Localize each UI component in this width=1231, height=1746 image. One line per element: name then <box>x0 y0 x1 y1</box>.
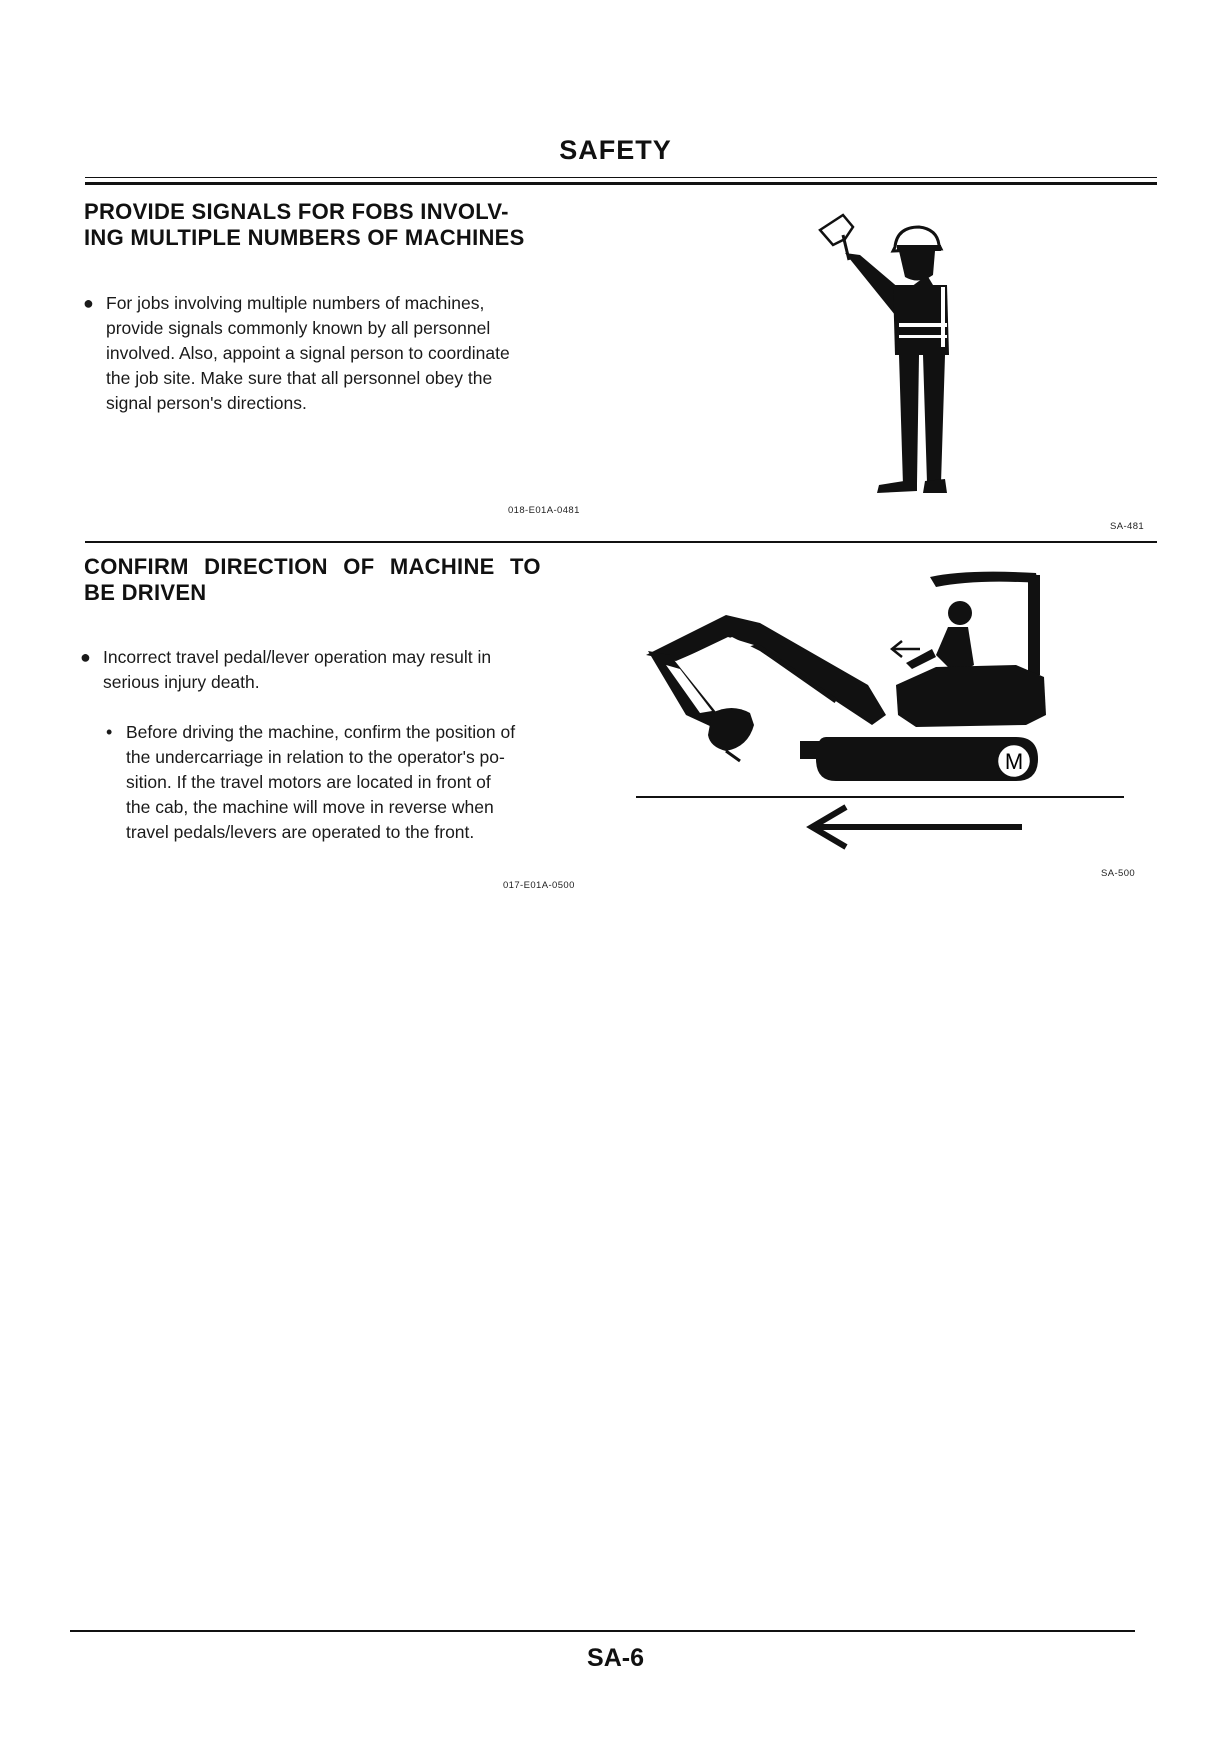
section-2-text-code: 017-E01A-0500 <box>503 880 575 891</box>
section-2-heading <box>84 554 604 606</box>
signal-person-icon <box>815 205 990 500</box>
section-2-heading-line-1: CONFIRM DIRECTION OF MACHINE TO <box>84 554 541 579</box>
section-2-sub-bullet-line-3: sition. If the travel motors are located in front of <box>126 772 491 792</box>
section-divider <box>85 541 1157 543</box>
section-1-heading-line-2: ING MULTIPLE NUMBERS OF MACHINES <box>84 225 525 250</box>
section-1-bullet <box>83 291 601 416</box>
section-2-bullet-line-2: serious injury death. <box>103 672 260 692</box>
motor-label: M <box>1004 749 1024 774</box>
section-2-bullet <box>80 645 598 695</box>
title-rule-thin <box>85 177 1157 178</box>
section-1-figure-code: SA-481 <box>1110 521 1145 532</box>
sub-bullet-marker: • <box>106 722 113 742</box>
section-2-bullet-line-1: Incorrect travel pedal/lever operation may result in <box>103 647 492 667</box>
footer-rule <box>70 1630 1135 1632</box>
section-1-text-code: 018-E01A-0481 <box>508 505 580 516</box>
section-2-figure-code: SA-500 <box>1101 868 1136 879</box>
section-1-bullet-line-3: involved. Also, appoint a signal person to coordinate <box>106 343 510 363</box>
section-2-heading-line-2: BE DRIVEN <box>84 580 207 605</box>
section-2-sub-bullet <box>106 720 596 845</box>
section-1-bullet-line-1: For jobs involving multiple numbers of machines, <box>106 293 485 313</box>
section-1-bullet-line-5: signal person's directions. <box>106 393 307 413</box>
section-2-sub-bullet-line-4: the cab, the machine will move in reverse when <box>126 797 494 817</box>
section-1-bullet-line-2: provide signals commonly known by all personnel <box>106 318 491 338</box>
section-2-sub-bullet-line-1: Before driving the machine, confirm the position of <box>126 722 516 742</box>
section-2-sub-bullet-line-2: the undercarriage in relation to the operator's po- <box>126 747 505 767</box>
section-1-heading <box>84 199 604 251</box>
bullet-marker: ● <box>83 293 94 313</box>
section-1-heading-line-1: PROVIDE SIGNALS FOR FOBS INVOLV- <box>84 199 509 224</box>
page-title: SAFETY <box>559 135 672 165</box>
title-rule-thick <box>85 182 1157 185</box>
bullet-marker: ● <box>80 647 91 667</box>
section-1-bullet-line-4: the job site. Make sure that all personnel obey the <box>106 368 493 388</box>
excavator-direction-icon <box>636 565 1136 855</box>
section-2-sub-bullet-line-5: travel pedals/levers are operated to the front. <box>126 822 475 842</box>
page-number: SA-6 <box>587 1644 644 1672</box>
